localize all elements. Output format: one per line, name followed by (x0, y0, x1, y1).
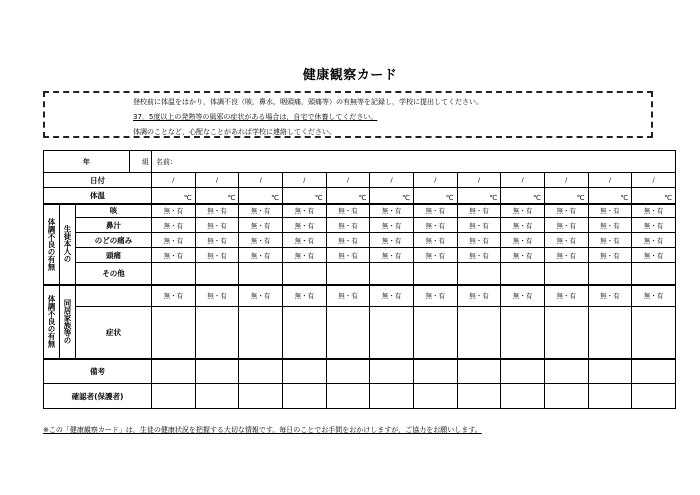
temperature-cell-4[interactable] (283, 188, 327, 204)
remarks-cell-9[interactable] (501, 359, 545, 384)
confirmer-cell-10[interactable] (544, 384, 588, 409)
nose-cell-2[interactable]: 無・有 (195, 218, 239, 233)
other-cell-3[interactable] (239, 263, 283, 285)
celsius-unit: ℃ (576, 193, 585, 202)
remarks-cell-6[interactable] (370, 359, 414, 384)
family-blank (76, 285, 152, 307)
cough-label: 咳 (76, 204, 152, 218)
celsius-unit: ℃ (664, 193, 673, 202)
cough-cell-6[interactable]: 無・有 (370, 204, 414, 218)
family-row (44, 285, 676, 307)
other-label: その他 (76, 263, 152, 285)
celsius-unit: ℃ (445, 193, 454, 202)
confirmer-cell-3[interactable] (239, 384, 283, 409)
date-cell-5[interactable]: / (326, 173, 370, 188)
other-cell-4[interactable] (283, 263, 327, 285)
remarks-cell-5[interactable] (326, 359, 370, 384)
confirmer-cell-2[interactable] (195, 384, 239, 409)
temperature-cell-5[interactable] (326, 188, 370, 204)
cough-cell-2[interactable]: 無・有 (195, 204, 239, 218)
throat-cell-9[interactable]: 無・有 (501, 233, 545, 248)
confirmer-label: 確認者(保護者) (44, 384, 152, 409)
throat-cell-5[interactable]: 無・有 (326, 233, 370, 248)
throat-cell-4[interactable]: 無・有 (283, 233, 327, 248)
temperature-row (44, 188, 676, 204)
symptom-cell-10[interactable] (544, 307, 588, 359)
cough-cell-10[interactable]: 無・有 (544, 204, 588, 218)
symptom-cell-2[interactable] (195, 307, 239, 359)
celsius-unit: ℃ (358, 193, 367, 202)
celsius-unit: ℃ (183, 193, 192, 202)
date-cell-9[interactable]: / (501, 173, 545, 188)
symptom-cell-5[interactable] (326, 307, 370, 359)
family-cell-10[interactable]: 無・有 (544, 285, 588, 307)
temperature-cell-12[interactable] (632, 188, 676, 204)
nose-cell-1[interactable]: 無・有 (152, 218, 196, 233)
confirmer-cell-9[interactable] (501, 384, 545, 409)
symptom-cell-3[interactable] (239, 307, 283, 359)
confirmer-cell-6[interactable] (370, 384, 414, 409)
family-cell-4[interactable]: 無・有 (283, 285, 327, 307)
other-cell-1[interactable] (152, 263, 196, 285)
throat-cell-8[interactable]: 無・有 (457, 233, 501, 248)
date-cell-7[interactable]: / (413, 173, 457, 188)
other-cell-7[interactable] (413, 263, 457, 285)
date-cell-6[interactable]: / (370, 173, 414, 188)
date-cell-2[interactable]: / (195, 173, 239, 188)
throat-row (44, 233, 676, 248)
symptom-cell-4[interactable] (283, 307, 327, 359)
celsius-unit: ℃ (314, 193, 323, 202)
symptom-cell-8[interactable] (457, 307, 501, 359)
headache-cell-8[interactable]: 無・有 (457, 248, 501, 263)
symptom-cell-1[interactable] (152, 307, 196, 359)
family-cell-12[interactable]: 無・有 (632, 285, 676, 307)
family-cell-7[interactable]: 無・有 (413, 285, 457, 307)
symptom-cell-6[interactable] (370, 307, 414, 359)
headache-cell-10[interactable]: 無・有 (544, 248, 588, 263)
celsius-unit: ℃ (489, 193, 498, 202)
throat-cell-11[interactable]: 無・有 (588, 233, 632, 248)
nose-label: 鼻汁 (76, 218, 152, 233)
family-inner-label: 同居家族等の (60, 285, 76, 359)
nose-cell-4[interactable]: 無・有 (283, 218, 327, 233)
remarks-cell-12[interactable] (632, 359, 676, 384)
grade-cell[interactable]: 年 (44, 151, 130, 173)
nose-cell-11[interactable]: 無・有 (588, 218, 632, 233)
confirmer-cell-5[interactable] (326, 384, 370, 409)
notice-line-1: 登校前に体温をはかり，体調不良（咳，鼻水，咽頭痛，頭痛等）の有無等を記録し，学校に提出してください。 (133, 98, 483, 106)
nose-cell-9[interactable]: 無・有 (501, 218, 545, 233)
cough-cell-12[interactable]: 無・有 (632, 204, 676, 218)
temperature-cell-10[interactable] (544, 188, 588, 204)
date-cell-1[interactable]: / (152, 173, 196, 188)
family-cell-1[interactable]: 無・有 (152, 285, 196, 307)
temperature-cell-1[interactable] (152, 188, 196, 204)
remarks-cell-10[interactable] (544, 359, 588, 384)
celsius-unit: ℃ (620, 193, 629, 202)
confirmer-cell-4[interactable] (283, 384, 327, 409)
temperature-cell-2[interactable] (195, 188, 239, 204)
headache-cell-11[interactable]: 無・有 (588, 248, 632, 263)
other-row (44, 263, 676, 285)
confirmer-cell-12[interactable] (632, 384, 676, 409)
throat-cell-6[interactable]: 無・有 (370, 233, 414, 248)
confirmer-cell-11[interactable] (588, 384, 632, 409)
health-table (43, 150, 676, 409)
family-cell-2[interactable]: 無・有 (195, 285, 239, 307)
cough-cell-9[interactable]: 無・有 (501, 204, 545, 218)
headache-label: 頭痛 (76, 248, 152, 263)
nose-cell-10[interactable]: 無・有 (544, 218, 588, 233)
family-cell-5[interactable]: 無・有 (326, 285, 370, 307)
headache-cell-2[interactable]: 無・有 (195, 248, 239, 263)
celsius-unit: ℃ (227, 193, 236, 202)
throat-label: のどの痛み (76, 233, 152, 248)
temperature-cell-7[interactable] (413, 188, 457, 204)
date-cell-10[interactable]: / (544, 173, 588, 188)
temperature-cell-3[interactable] (239, 188, 283, 204)
throat-cell-2[interactable]: 無・有 (195, 233, 239, 248)
remarks-row (44, 359, 676, 384)
student-inner-label: 生徒本人の (60, 204, 76, 285)
temperature-cell-6[interactable] (370, 188, 414, 204)
date-cell-12[interactable]: / (632, 173, 676, 188)
celsius-unit: ℃ (533, 193, 541, 202)
notice-line-2: 37．5度以上の発熱等の風邪の症状がある場合は，自宅で休養してください。 (133, 113, 378, 121)
remarks-cell-8[interactable] (457, 359, 501, 384)
nose-row (44, 218, 676, 233)
student-outer-label: 体調不良の有無 (44, 204, 60, 285)
nose-cell-5[interactable]: 無・有 (326, 218, 370, 233)
temperature-cell-11[interactable] (588, 188, 632, 204)
other-cell-6[interactable] (370, 263, 414, 285)
family-cell-11[interactable]: 無・有 (588, 285, 632, 307)
celsius-unit: ℃ (402, 193, 410, 202)
other-cell-9[interactable] (501, 263, 545, 285)
date-cell-11[interactable]: / (588, 173, 632, 188)
family-cell-8[interactable]: 無・有 (457, 285, 501, 307)
cough-cell-11[interactable]: 無・有 (588, 204, 632, 218)
confirmer-cell-1[interactable] (152, 384, 196, 409)
other-cell-12[interactable] (632, 263, 676, 285)
headache-cell-7[interactable]: 無・有 (413, 248, 457, 263)
symptom-cell-9[interactable] (501, 307, 545, 359)
remarks-label: 備考 (44, 359, 152, 384)
cough-cell-3[interactable]: 無・有 (239, 204, 283, 218)
confirmer-cell-7[interactable] (413, 384, 457, 409)
nose-cell-3[interactable]: 無・有 (239, 218, 283, 233)
date-cell-8[interactable]: / (457, 173, 501, 188)
other-cell-11[interactable] (588, 263, 632, 285)
nose-cell-12[interactable]: 無・有 (632, 218, 676, 233)
footer-note: ※この「健康観察カード」は，生徒の健康状況を把握する大切な情報です。毎日のことでお手間をおかけしますが，ご協力をお願いします。 (43, 426, 482, 434)
family-cell-3[interactable]: 無・有 (239, 285, 283, 307)
symptom-row (44, 307, 676, 359)
remarks-cell-11[interactable] (588, 359, 632, 384)
celsius-unit: ℃ (271, 193, 279, 202)
family-cell-9[interactable]: 無・有 (501, 285, 545, 307)
confirmer-row (44, 384, 676, 409)
family-cell-6[interactable]: 無・有 (370, 285, 414, 307)
date-row (44, 173, 676, 188)
headache-cell-12[interactable]: 無・有 (632, 248, 676, 263)
other-cell-10[interactable] (544, 263, 588, 285)
headache-row (44, 248, 676, 263)
family-outer-label: 体調不良の有無 (44, 285, 60, 359)
temperature-label: 体温 (44, 188, 152, 204)
headache-cell-9[interactable]: 無・有 (501, 248, 545, 263)
other-cell-2[interactable] (195, 263, 239, 285)
headache-cell-5[interactable]: 無・有 (326, 248, 370, 263)
name-field[interactable] (152, 151, 676, 173)
notice-line-3: 体調のことなど，心配なことがあれば学校に連絡してください。 (133, 128, 336, 136)
temperature-cell-9[interactable] (501, 188, 545, 204)
remarks-cell-7[interactable] (413, 359, 457, 384)
cough-cell-4[interactable]: 無・有 (283, 204, 327, 218)
notice-box (43, 91, 653, 138)
throat-cell-7[interactable]: 無・有 (413, 233, 457, 248)
throat-cell-1[interactable]: 無・有 (152, 233, 196, 248)
throat-cell-12[interactable]: 無・有 (632, 233, 676, 248)
symptom-cell-12[interactable] (632, 307, 676, 359)
headache-cell-1[interactable]: 無・有 (152, 248, 196, 263)
cough-row (44, 204, 676, 218)
headache-cell-6[interactable]: 無・有 (370, 248, 414, 263)
headache-cell-4[interactable]: 無・有 (283, 248, 327, 263)
student-info-row (44, 151, 676, 173)
throat-cell-10[interactable]: 無・有 (544, 233, 588, 248)
name-label: 名前： (156, 157, 178, 166)
cough-cell-1[interactable]: 無・有 (152, 204, 196, 218)
confirmer-cell-8[interactable] (457, 384, 501, 409)
nose-cell-8[interactable]: 無・有 (457, 218, 501, 233)
date-cell-3[interactable]: / (239, 173, 283, 188)
symptom-cell-11[interactable] (588, 307, 632, 359)
symptom-cell-7[interactable] (413, 307, 457, 359)
remarks-cell-1[interactable] (152, 359, 196, 384)
cough-cell-8[interactable]: 無・有 (457, 204, 501, 218)
remarks-cell-3[interactable] (239, 359, 283, 384)
page-title: 健康観察カード (302, 68, 398, 83)
cough-cell-7[interactable]: 無・有 (413, 204, 457, 218)
nose-cell-7[interactable]: 無・有 (413, 218, 457, 233)
date-cell-4[interactable]: / (283, 173, 327, 188)
date-label: 日付 (44, 173, 152, 188)
headache-cell-3[interactable]: 無・有 (239, 248, 283, 263)
other-cell-5[interactable] (326, 263, 370, 285)
remarks-cell-4[interactable] (283, 359, 327, 384)
temperature-cell-8[interactable] (457, 188, 501, 204)
nose-cell-6[interactable]: 無・有 (370, 218, 414, 233)
symptom-label: 症状 (76, 307, 152, 359)
class-cell[interactable]: 組 (130, 151, 152, 173)
cough-cell-5[interactable]: 無・有 (326, 204, 370, 218)
throat-cell-3[interactable]: 無・有 (239, 233, 283, 248)
remarks-cell-2[interactable] (195, 359, 239, 384)
other-cell-8[interactable] (457, 263, 501, 285)
